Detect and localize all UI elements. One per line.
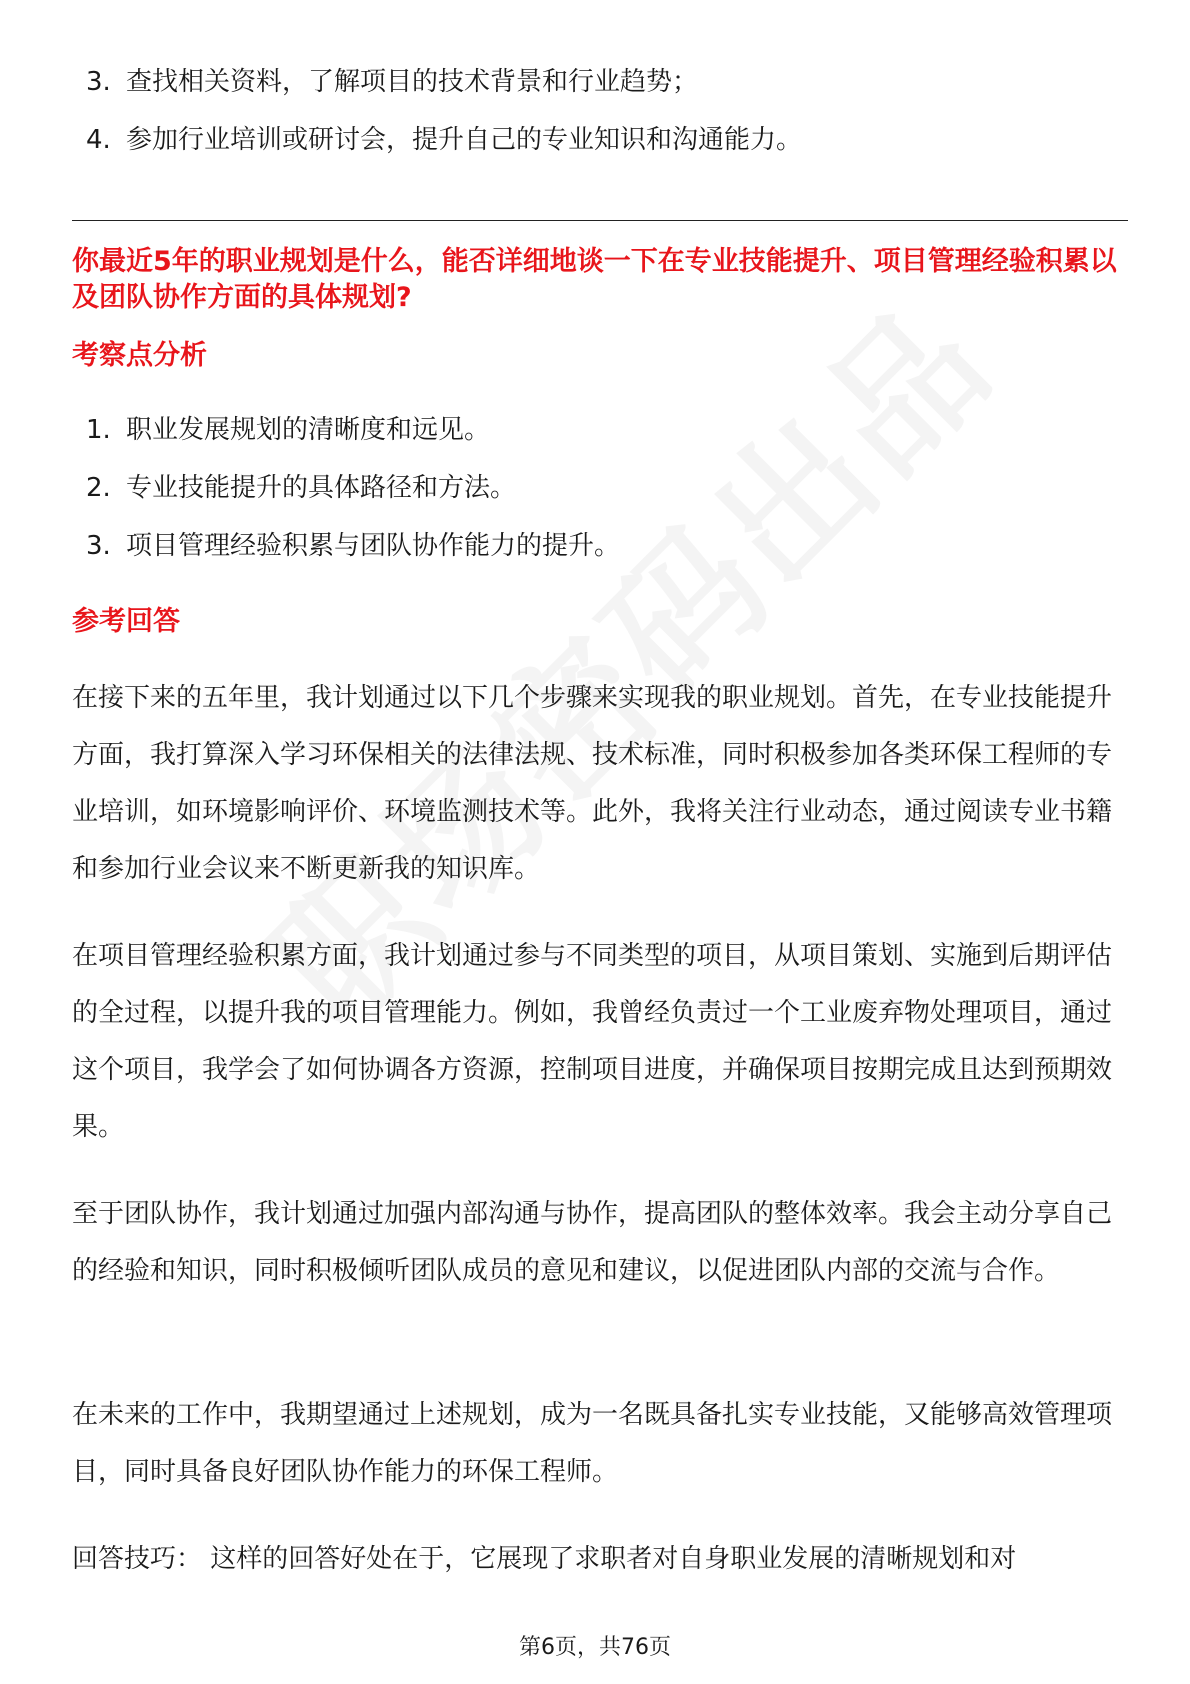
list-text: 职业发展规划的清晰度和远见。 bbox=[126, 415, 491, 445]
answer-paragraph: 在接下来的五年里，我计划通过以下几个步骤来实现我的职业规划。首先，在专业技能提升方面，我打算深入学习环保相关的法律法规、技术标准，同时积极参加各类环保工程师的专业培训，如环境影响评价、环境监测技术等。此外，我将关注行业动态，通过阅读专业书籍和参加行业会议来不断更新我的知识库。 bbox=[72, 683, 1113, 884]
list-item bbox=[72, 528, 1128, 564]
section-divider bbox=[72, 220, 1128, 221]
list-item bbox=[72, 412, 1128, 448]
list-number: 3. bbox=[86, 531, 111, 561]
answer-paragraph: 在项目管理经验积累方面，我计划通过参与不同类型的项目，从项目策划、实施到后期评估的全过程，以提升我的项目管理能力。例如，我曾经负责过一个工业废弃物处理项目，通过这个项目，我学会了如何协调各方资源，控制项目进度，并确保项目按期完成且达到预期效果。 bbox=[72, 941, 1113, 1142]
page-number: 第6页，共76页 bbox=[519, 1635, 671, 1660]
analysis-list bbox=[72, 412, 1128, 586]
answer-heading: 参考回答 bbox=[72, 606, 180, 637]
list-item bbox=[72, 64, 1128, 100]
list-item bbox=[72, 122, 1128, 158]
analysis-heading: 考察点分析 bbox=[72, 340, 207, 371]
previous-list bbox=[72, 64, 1128, 180]
answer-paragraph: 在未来的工作中，我期望通过上述规划，成为一名既具备扎实专业技能，又能够高效管理项目，同时具备良好团队协作能力的环保工程师。 bbox=[72, 1400, 1113, 1487]
answer-tip-paragraph: 回答技巧： 这样的回答好处在于，它展现了求职者对自身职业发展的清晰规划和对 bbox=[72, 1544, 1017, 1574]
list-text: 项目管理经验积累与团队协作能力的提升。 bbox=[126, 531, 621, 561]
question-heading: 你最近5年的职业规划是什么，能否详细地谈一下在专业技能提升、项目管理经验积累以及团队协作方面的具体规划? bbox=[72, 246, 1117, 313]
answer-paragraph: 至于团队协作，我计划通过加强内部沟通与协作，提高团队的整体效率。我会主动分享自己的经验和知识，同时积极倾听团队成员的意见和建议，以促进团队内部的交流与合作。 bbox=[72, 1199, 1113, 1286]
list-number: 4. bbox=[86, 125, 111, 155]
list-number: 3. bbox=[86, 67, 111, 97]
list-text: 查找相关资料，了解项目的技术背景和行业趋势； bbox=[126, 67, 699, 97]
list-item bbox=[72, 470, 1128, 506]
list-text: 专业技能提升的具体路径和方法。 bbox=[126, 473, 517, 503]
list-number: 2. bbox=[86, 473, 111, 503]
list-number: 1. bbox=[86, 415, 111, 445]
list-text: 参加行业培训或研讨会，提升自己的专业知识和沟通能力。 bbox=[126, 125, 803, 155]
